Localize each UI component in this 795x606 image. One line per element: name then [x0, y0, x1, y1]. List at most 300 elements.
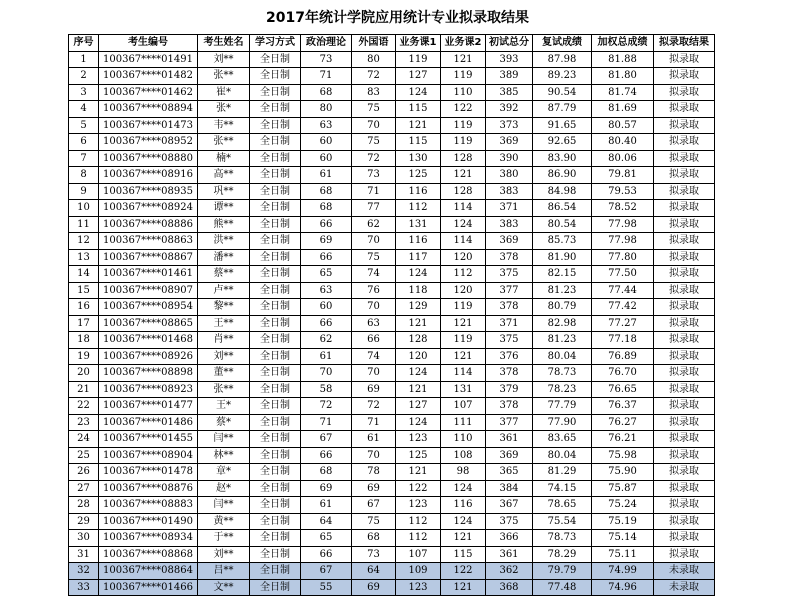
- header-politics: 政治理论: [301, 35, 352, 52]
- cell-preliminary-total: 376: [486, 348, 533, 365]
- table-row: [69, 464, 715, 481]
- cell-subject-2: 116: [441, 497, 486, 514]
- table-row: [69, 398, 715, 415]
- cell-subject-1: 129: [396, 299, 441, 316]
- cell-index: 7: [69, 150, 99, 167]
- cell-admission-result: 拟录取: [654, 150, 715, 167]
- cell-reexam-score: 80.04: [533, 447, 592, 464]
- cell-reexam-score: 89.23: [533, 68, 592, 85]
- cell-index: 30: [69, 530, 99, 547]
- cell-reexam-score: 85.73: [533, 233, 592, 250]
- cell-politics: 61: [301, 348, 352, 365]
- header-study-mode: 学习方式: [250, 35, 301, 52]
- cell-name: 楠*: [198, 150, 250, 167]
- cell-name: 潘**: [198, 249, 250, 266]
- cell-politics: 68: [301, 183, 352, 200]
- cell-admission-result: 拟录取: [654, 249, 715, 266]
- cell-subject-1: 123: [396, 497, 441, 514]
- header-preliminary-total: 初试总分: [486, 35, 533, 52]
- cell-reexam-score: 87.98: [533, 51, 592, 68]
- cell-reexam-score: 80.04: [533, 348, 592, 365]
- cell-weighted-total: 79.53: [592, 183, 654, 200]
- cell-preliminary-total: 383: [486, 216, 533, 233]
- cell-study-mode: 全日制: [250, 282, 301, 299]
- cell-preliminary-total: 393: [486, 51, 533, 68]
- cell-reexam-score: 91.65: [533, 117, 592, 134]
- cell-admission-result: 未录取: [654, 563, 715, 580]
- cell-admission-result: 拟录取: [654, 117, 715, 134]
- cell-preliminary-total: 368: [486, 579, 533, 596]
- cell-foreign-language: 68: [352, 530, 396, 547]
- table-row: [69, 414, 715, 431]
- cell-subject-2: 110: [441, 84, 486, 101]
- cell-subject-2: 128: [441, 150, 486, 167]
- header-index: 序号: [69, 35, 99, 52]
- cell-foreign-language: 61: [352, 431, 396, 448]
- cell-preliminary-total: 375: [486, 332, 533, 349]
- cell-exam-id: 100367****08954: [99, 299, 198, 316]
- cell-index: 23: [69, 414, 99, 431]
- cell-politics: 69: [301, 480, 352, 497]
- cell-exam-id: 100367****08865: [99, 315, 198, 332]
- cell-exam-id: 100367****01477: [99, 398, 198, 415]
- cell-study-mode: 全日制: [250, 233, 301, 250]
- cell-index: 31: [69, 546, 99, 563]
- table-row: [69, 233, 715, 250]
- cell-politics: 66: [301, 447, 352, 464]
- cell-weighted-total: 77.98: [592, 216, 654, 233]
- cell-index: 21: [69, 381, 99, 398]
- cell-name: 文**: [198, 579, 250, 596]
- cell-study-mode: 全日制: [250, 315, 301, 332]
- cell-politics: 69: [301, 233, 352, 250]
- cell-index: 29: [69, 513, 99, 530]
- cell-weighted-total: 75.98: [592, 447, 654, 464]
- cell-subject-2: 128: [441, 183, 486, 200]
- cell-admission-result: 拟录取: [654, 299, 715, 316]
- cell-name: 巩**: [198, 183, 250, 200]
- cell-subject-1: 125: [396, 167, 441, 184]
- cell-reexam-score: 82.15: [533, 266, 592, 283]
- cell-politics: 71: [301, 68, 352, 85]
- cell-preliminary-total: 379: [486, 381, 533, 398]
- cell-exam-id: 100367****08934: [99, 530, 198, 547]
- table-row: [69, 183, 715, 200]
- cell-admission-result: 拟录取: [654, 167, 715, 184]
- cell-reexam-score: 77.79: [533, 398, 592, 415]
- cell-foreign-language: 83: [352, 84, 396, 101]
- table-row: [69, 282, 715, 299]
- cell-subject-1: 120: [396, 348, 441, 365]
- cell-admission-result: 拟录取: [654, 398, 715, 415]
- cell-politics: 65: [301, 266, 352, 283]
- cell-politics: 66: [301, 315, 352, 332]
- cell-index: 27: [69, 480, 99, 497]
- cell-weighted-total: 75.19: [592, 513, 654, 530]
- cell-politics: 60: [301, 299, 352, 316]
- cell-exam-id: 100367****08898: [99, 365, 198, 382]
- table-row: [69, 150, 715, 167]
- table-row: [69, 579, 715, 596]
- cell-weighted-total: 74.96: [592, 579, 654, 596]
- cell-exam-id: 100367****01462: [99, 84, 198, 101]
- table-row: [69, 68, 715, 85]
- table-row: [69, 299, 715, 316]
- cell-foreign-language: 75: [352, 249, 396, 266]
- table-row: [69, 348, 715, 365]
- cell-exam-id: 100367****01473: [99, 117, 198, 134]
- cell-name: 王*: [198, 398, 250, 415]
- cell-weighted-total: 75.24: [592, 497, 654, 514]
- cell-study-mode: 全日制: [250, 447, 301, 464]
- cell-exam-id: 100367****01468: [99, 332, 198, 349]
- cell-preliminary-total: 377: [486, 414, 533, 431]
- cell-index: 22: [69, 398, 99, 415]
- cell-politics: 73: [301, 51, 352, 68]
- cell-preliminary-total: 378: [486, 398, 533, 415]
- cell-subject-1: 115: [396, 101, 441, 118]
- cell-name: 张*: [198, 101, 250, 118]
- cell-subject-1: 116: [396, 233, 441, 250]
- cell-foreign-language: 75: [352, 101, 396, 118]
- cell-foreign-language: 72: [352, 68, 396, 85]
- cell-preliminary-total: 375: [486, 513, 533, 530]
- cell-index: 33: [69, 579, 99, 596]
- cell-subject-1: 117: [396, 249, 441, 266]
- cell-exam-id: 100367****01466: [99, 579, 198, 596]
- cell-name: 肖**: [198, 332, 250, 349]
- cell-study-mode: 全日制: [250, 431, 301, 448]
- cell-name: 张**: [198, 381, 250, 398]
- cell-study-mode: 全日制: [250, 266, 301, 283]
- cell-subject-2: 108: [441, 447, 486, 464]
- cell-index: 11: [69, 216, 99, 233]
- cell-exam-id: 100367****01461: [99, 266, 198, 283]
- cell-foreign-language: 63: [352, 315, 396, 332]
- page-title: 2017年统计学院应用统计专业拟录取结果: [266, 10, 529, 26]
- cell-admission-result: 拟录取: [654, 530, 715, 547]
- cell-foreign-language: 69: [352, 480, 396, 497]
- cell-subject-2: 114: [441, 365, 486, 382]
- cell-name: 卢**: [198, 282, 250, 299]
- cell-subject-2: 112: [441, 266, 486, 283]
- cell-foreign-language: 75: [352, 513, 396, 530]
- cell-subject-2: 110: [441, 431, 486, 448]
- cell-name: 高**: [198, 167, 250, 184]
- cell-weighted-total: 76.65: [592, 381, 654, 398]
- cell-foreign-language: 62: [352, 216, 396, 233]
- cell-exam-id: 100367****01486: [99, 414, 198, 431]
- cell-reexam-score: 86.54: [533, 200, 592, 217]
- cell-name: 张**: [198, 134, 250, 151]
- cell-preliminary-total: 392: [486, 101, 533, 118]
- cell-preliminary-total: 378: [486, 299, 533, 316]
- cell-foreign-language: 72: [352, 398, 396, 415]
- cell-admission-result: 拟录取: [654, 183, 715, 200]
- cell-preliminary-total: 380: [486, 167, 533, 184]
- cell-study-mode: 全日制: [250, 348, 301, 365]
- cell-subject-1: 121: [396, 381, 441, 398]
- cell-admission-result: 拟录取: [654, 68, 715, 85]
- cell-study-mode: 全日制: [250, 134, 301, 151]
- cell-weighted-total: 76.89: [592, 348, 654, 365]
- cell-politics: 72: [301, 398, 352, 415]
- cell-politics: 62: [301, 332, 352, 349]
- cell-reexam-score: 79.79: [533, 563, 592, 580]
- cell-index: 8: [69, 167, 99, 184]
- cell-subject-1: 131: [396, 216, 441, 233]
- cell-admission-result: 拟录取: [654, 497, 715, 514]
- cell-weighted-total: 74.99: [592, 563, 654, 580]
- cell-name: 黄**: [198, 513, 250, 530]
- cell-admission-result: 拟录取: [654, 282, 715, 299]
- cell-subject-2: 121: [441, 167, 486, 184]
- cell-preliminary-total: 377: [486, 282, 533, 299]
- header-row: [69, 35, 715, 52]
- cell-weighted-total: 77.27: [592, 315, 654, 332]
- cell-exam-id: 100367****01482: [99, 68, 198, 85]
- cell-study-mode: 全日制: [250, 513, 301, 530]
- cell-foreign-language: 77: [352, 200, 396, 217]
- cell-politics: 61: [301, 497, 352, 514]
- table-row: [69, 101, 715, 118]
- cell-preliminary-total: 371: [486, 200, 533, 217]
- cell-subject-1: 128: [396, 332, 441, 349]
- cell-admission-result: 拟录取: [654, 51, 715, 68]
- cell-admission-result: 拟录取: [654, 101, 715, 118]
- cell-exam-id: 100367****01491: [99, 51, 198, 68]
- cell-index: 2: [69, 68, 99, 85]
- cell-subject-1: 119: [396, 51, 441, 68]
- cell-subject-1: 109: [396, 563, 441, 580]
- cell-weighted-total: 77.42: [592, 299, 654, 316]
- cell-weighted-total: 77.44: [592, 282, 654, 299]
- cell-subject-1: 125: [396, 447, 441, 464]
- cell-name: 谭**: [198, 200, 250, 217]
- cell-subject-2: 122: [441, 563, 486, 580]
- header-reexam-score: 复试成绩: [533, 35, 592, 52]
- cell-preliminary-total: 390: [486, 150, 533, 167]
- cell-study-mode: 全日制: [250, 51, 301, 68]
- table-row: [69, 266, 715, 283]
- cell-name: 黎**: [198, 299, 250, 316]
- cell-foreign-language: 67: [352, 497, 396, 514]
- cell-exam-id: 100367****08904: [99, 447, 198, 464]
- cell-preliminary-total: 373: [486, 117, 533, 134]
- cell-name: 蔡*: [198, 414, 250, 431]
- cell-name: 吕**: [198, 563, 250, 580]
- cell-subject-1: 112: [396, 513, 441, 530]
- cell-subject-1: 112: [396, 200, 441, 217]
- cell-preliminary-total: 385: [486, 84, 533, 101]
- cell-preliminary-total: 369: [486, 447, 533, 464]
- cell-foreign-language: 78: [352, 464, 396, 481]
- cell-preliminary-total: 367: [486, 497, 533, 514]
- cell-index: 20: [69, 365, 99, 382]
- cell-reexam-score: 78.29: [533, 546, 592, 563]
- cell-name: 赵*: [198, 480, 250, 497]
- table-row: [69, 563, 715, 580]
- cell-index: 26: [69, 464, 99, 481]
- cell-politics: 55: [301, 579, 352, 596]
- cell-preliminary-total: 361: [486, 546, 533, 563]
- cell-study-mode: 全日制: [250, 200, 301, 217]
- cell-foreign-language: 76: [352, 282, 396, 299]
- cell-admission-result: 拟录取: [654, 332, 715, 349]
- cell-subject-2: 121: [441, 51, 486, 68]
- cell-subject-2: 98: [441, 464, 486, 481]
- table-row: [69, 84, 715, 101]
- cell-exam-id: 100367****08886: [99, 216, 198, 233]
- cell-exam-id: 100367****08876: [99, 480, 198, 497]
- cell-index: 17: [69, 315, 99, 332]
- cell-subject-1: 121: [396, 315, 441, 332]
- cell-weighted-total: 80.57: [592, 117, 654, 134]
- cell-politics: 61: [301, 167, 352, 184]
- cell-subject-2: 124: [441, 480, 486, 497]
- table-row: [69, 134, 715, 151]
- cell-politics: 58: [301, 381, 352, 398]
- cell-name: 林**: [198, 447, 250, 464]
- cell-reexam-score: 75.54: [533, 513, 592, 530]
- cell-study-mode: 全日制: [250, 332, 301, 349]
- cell-subject-1: 115: [396, 134, 441, 151]
- cell-name: 闫**: [198, 431, 250, 448]
- cell-subject-2: 121: [441, 315, 486, 332]
- cell-preliminary-total: 371: [486, 315, 533, 332]
- cell-subject-1: 118: [396, 282, 441, 299]
- cell-politics: 67: [301, 563, 352, 580]
- cell-politics: 70: [301, 365, 352, 382]
- cell-foreign-language: 74: [352, 266, 396, 283]
- cell-name: 韦**: [198, 117, 250, 134]
- cell-index: 24: [69, 431, 99, 448]
- cell-subject-2: 115: [441, 546, 486, 563]
- cell-weighted-total: 78.52: [592, 200, 654, 217]
- cell-index: 32: [69, 563, 99, 580]
- table-row: [69, 497, 715, 514]
- cell-index: 1: [69, 51, 99, 68]
- cell-admission-result: 拟录取: [654, 200, 715, 217]
- cell-subject-2: 124: [441, 216, 486, 233]
- cell-reexam-score: 77.48: [533, 579, 592, 596]
- cell-study-mode: 全日制: [250, 480, 301, 497]
- cell-index: 12: [69, 233, 99, 250]
- cell-politics: 63: [301, 282, 352, 299]
- cell-foreign-language: 80: [352, 51, 396, 68]
- cell-exam-id: 100367****08952: [99, 134, 198, 151]
- cell-subject-2: 121: [441, 579, 486, 596]
- cell-preliminary-total: 369: [486, 233, 533, 250]
- cell-subject-2: 124: [441, 513, 486, 530]
- cell-reexam-score: 81.23: [533, 332, 592, 349]
- cell-politics: 66: [301, 546, 352, 563]
- cell-reexam-score: 90.54: [533, 84, 592, 101]
- cell-subject-1: 124: [396, 365, 441, 382]
- cell-admission-result: 拟录取: [654, 546, 715, 563]
- header-name: 考生姓名: [198, 35, 250, 52]
- cell-subject-2: 120: [441, 249, 486, 266]
- cell-study-mode: 全日制: [250, 117, 301, 134]
- cell-weighted-total: 76.21: [592, 431, 654, 448]
- cell-reexam-score: 78.73: [533, 365, 592, 382]
- cell-preliminary-total: 383: [486, 183, 533, 200]
- cell-exam-id: 100367****01455: [99, 431, 198, 448]
- cell-subject-1: 112: [396, 530, 441, 547]
- cell-foreign-language: 70: [352, 365, 396, 382]
- header-exam-id: 考生编号: [99, 35, 198, 52]
- cell-preliminary-total: 366: [486, 530, 533, 547]
- cell-foreign-language: 69: [352, 381, 396, 398]
- cell-foreign-language: 71: [352, 414, 396, 431]
- cell-preliminary-total: 365: [486, 464, 533, 481]
- cell-weighted-total: 79.81: [592, 167, 654, 184]
- cell-foreign-language: 70: [352, 299, 396, 316]
- cell-politics: 60: [301, 134, 352, 151]
- cell-admission-result: 拟录取: [654, 348, 715, 365]
- cell-study-mode: 全日制: [250, 464, 301, 481]
- cell-politics: 64: [301, 513, 352, 530]
- cell-index: 16: [69, 299, 99, 316]
- cell-foreign-language: 74: [352, 348, 396, 365]
- cell-index: 3: [69, 84, 99, 101]
- cell-admission-result: 拟录取: [654, 464, 715, 481]
- cell-subject-2: 120: [441, 282, 486, 299]
- cell-exam-id: 100367****08880: [99, 150, 198, 167]
- cell-exam-id: 100367****08883: [99, 497, 198, 514]
- table-row: [69, 530, 715, 547]
- cell-study-mode: 全日制: [250, 365, 301, 382]
- cell-subject-1: 121: [396, 464, 441, 481]
- cell-admission-result: 拟录取: [654, 480, 715, 497]
- cell-study-mode: 全日制: [250, 579, 301, 596]
- cell-subject-1: 124: [396, 266, 441, 283]
- cell-reexam-score: 86.90: [533, 167, 592, 184]
- cell-reexam-score: 84.98: [533, 183, 592, 200]
- cell-admission-result: 拟录取: [654, 134, 715, 151]
- cell-politics: 60: [301, 150, 352, 167]
- cell-weighted-total: 75.14: [592, 530, 654, 547]
- cell-subject-2: 119: [441, 68, 486, 85]
- cell-index: 13: [69, 249, 99, 266]
- cell-politics: 66: [301, 216, 352, 233]
- cell-study-mode: 全日制: [250, 299, 301, 316]
- cell-subject-2: 119: [441, 299, 486, 316]
- cell-admission-result: 拟录取: [654, 447, 715, 464]
- header-subject-2: 业务课2: [441, 35, 486, 52]
- cell-subject-2: 121: [441, 530, 486, 547]
- cell-study-mode: 全日制: [250, 216, 301, 233]
- table-row: [69, 216, 715, 233]
- cell-preliminary-total: 369: [486, 134, 533, 151]
- cell-foreign-language: 75: [352, 134, 396, 151]
- cell-reexam-score: 78.23: [533, 381, 592, 398]
- cell-subject-1: 107: [396, 546, 441, 563]
- cell-subject-2: 122: [441, 101, 486, 118]
- cell-weighted-total: 76.70: [592, 365, 654, 382]
- cell-reexam-score: 78.65: [533, 497, 592, 514]
- cell-politics: 68: [301, 464, 352, 481]
- cell-subject-1: 122: [396, 480, 441, 497]
- cell-preliminary-total: 375: [486, 266, 533, 283]
- cell-admission-result: 拟录取: [654, 513, 715, 530]
- table-row: [69, 51, 715, 68]
- cell-weighted-total: 77.50: [592, 266, 654, 283]
- cell-admission-result: 拟录取: [654, 365, 715, 382]
- cell-name: 刘**: [198, 546, 250, 563]
- cell-weighted-total: 81.74: [592, 84, 654, 101]
- cell-foreign-language: 73: [352, 167, 396, 184]
